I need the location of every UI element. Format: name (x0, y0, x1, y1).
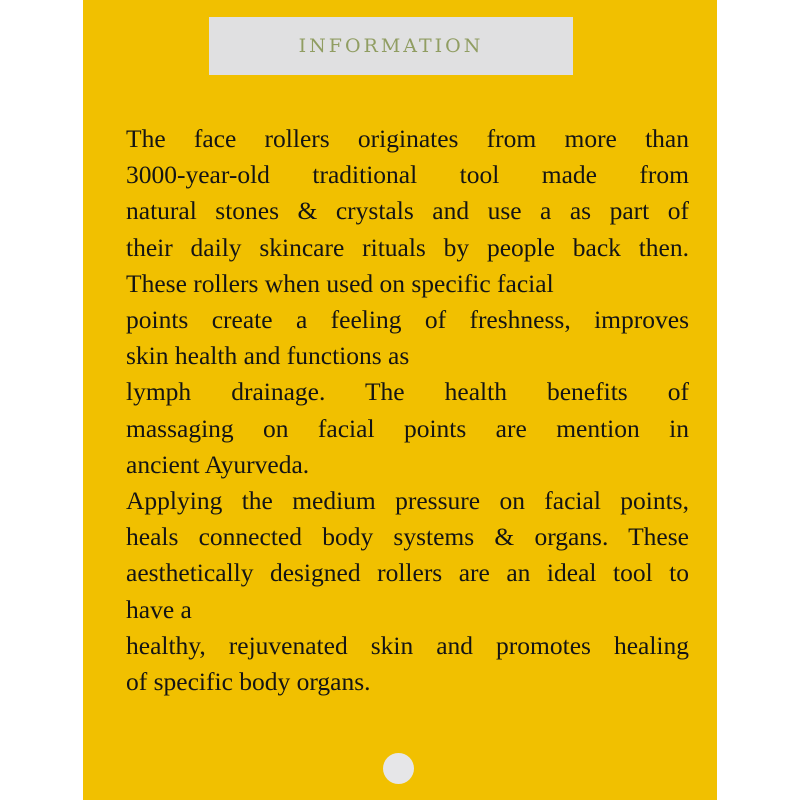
text-line: points create a feeling of freshness, improves (126, 305, 689, 335)
text-line: aesthetically designed rollers are an ideal tool to (126, 558, 689, 588)
text-line: lymph drainage. The health benefits of (126, 377, 689, 407)
text-line: These rollers when used on specific facial (126, 268, 554, 298)
text-line: Applying the medium pressure on facial points, (126, 486, 689, 516)
text-line: healthy, rejuvenated skin and promotes healing (126, 630, 689, 660)
text-line: of specific body organs. (126, 667, 371, 697)
info-panel (83, 0, 717, 800)
page-dot-icon[interactable] (383, 753, 414, 784)
text-line: massaging on facial points are mention in (126, 413, 689, 443)
text-line: their daily skincare rituals by people back then. (126, 232, 689, 262)
header-title: INFORMATION (298, 35, 484, 57)
description-text (126, 121, 689, 700)
text-line: 3000-year-old traditional tool made from (126, 160, 689, 190)
text-line: skin health and functions as (126, 341, 410, 371)
text-line: ancient Ayurveda. (126, 449, 310, 479)
header-box (209, 17, 573, 75)
text-line: have a (126, 594, 192, 624)
text-line: heals connected body systems & organs. These (126, 522, 689, 552)
text-line: natural stones & crystals and use a as part of (126, 196, 689, 226)
text-line: The face rollers originates from more than (126, 124, 689, 153)
